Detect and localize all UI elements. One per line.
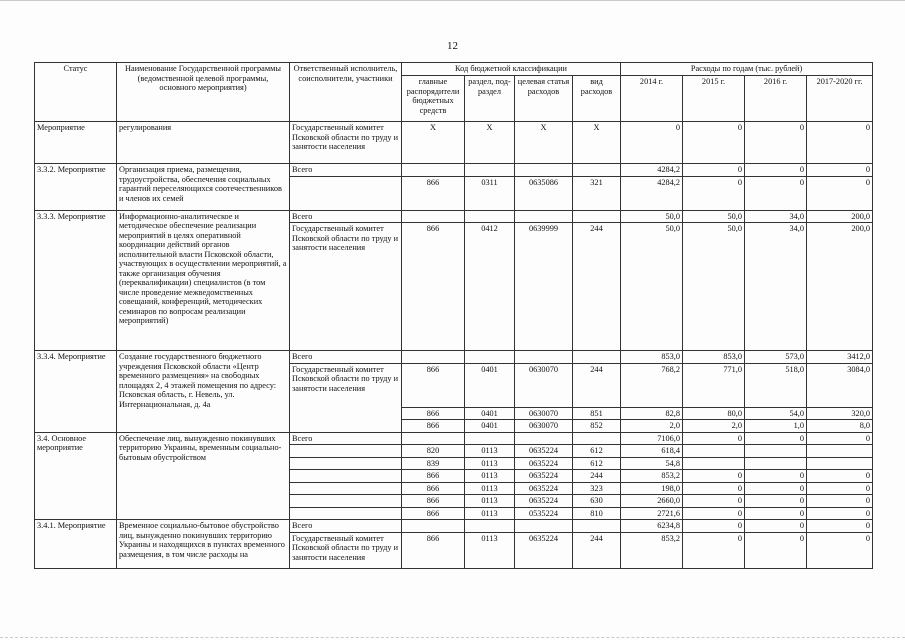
- cell-2015: 771,0: [683, 363, 745, 407]
- cell-target: 0630070: [515, 363, 573, 407]
- cell-2017: [807, 445, 873, 458]
- cell-target: 0635224: [515, 532, 573, 568]
- cell-2016: 0: [745, 176, 807, 210]
- cell-2017: 0: [807, 495, 873, 508]
- table-row: [35, 164, 873, 177]
- cell-section: 0311: [465, 176, 515, 210]
- cell-2015: 0: [683, 495, 745, 508]
- row-total-label: Всего: [290, 210, 402, 223]
- cell-2015: 853,0: [683, 351, 745, 364]
- cell-kind: 612: [573, 445, 621, 458]
- cell-2015: 0: [683, 507, 745, 520]
- cell-grbs: 839: [402, 457, 465, 470]
- cell-target: 0635224: [515, 457, 573, 470]
- cell-2014: 2721,6: [621, 507, 683, 520]
- row-status: 3.4. Основное мероприятие: [35, 432, 117, 520]
- cell-2015: 80,0: [683, 407, 745, 420]
- cell-2017: 0: [807, 122, 873, 164]
- cell-2016: 0: [745, 164, 807, 177]
- cell-2017: 0: [807, 470, 873, 483]
- cell-2017: 0: [807, 507, 873, 520]
- cell-section: 0113: [465, 457, 515, 470]
- cell-section: 0113: [465, 507, 515, 520]
- scan-top-edge: [0, 0, 905, 4]
- table-row: [35, 351, 873, 364]
- cell-2015: [683, 457, 745, 470]
- row-name: Создание государственного бюджетного учреждения Псковской области «Центр временного размещения» на свободных площадях 2, 4 этажей помещения по адресу: Псковская область, г. Невель, ул. Интернациональная, д. 4а: [117, 351, 290, 433]
- cell-2015: 50,0: [683, 210, 745, 223]
- cell-2014: 853,2: [621, 470, 683, 483]
- cell-section: Х: [465, 122, 515, 164]
- cell-kind: 852: [573, 420, 621, 433]
- cell-target: Х: [515, 122, 573, 164]
- cell-2017: 0: [807, 482, 873, 495]
- cell-2017: 0: [807, 432, 873, 445]
- table-row: [35, 210, 873, 223]
- cell-target: 0630070: [515, 420, 573, 433]
- row-name: Информационно-аналитическое и методическое обеспечение реализации мероприятий в целях оперативной координации действий органов исполнительной власти Псковской области, участвующих в осуществлении мероприятий, а также организация обучения (переквалификации) специалистов (в том числе проведение межведомственных совещаний, конференций, методических семинаров по вопросам реализации мероприятий): [117, 210, 290, 351]
- cell-2016: 54,0: [745, 407, 807, 420]
- row-responsible: Государственный комитет Псковской области по труду и занятости населения: [290, 532, 402, 568]
- cell-target: 0535224: [515, 507, 573, 520]
- cell-section: 0401: [465, 363, 515, 407]
- cell-2017: 3084,0: [807, 363, 873, 407]
- cell-kind: 244: [573, 532, 621, 568]
- cell-2016: 518,0: [745, 363, 807, 407]
- cell-2015: 0: [683, 176, 745, 210]
- cell-2014: 6234,8: [621, 520, 683, 533]
- cell-2017: 8,0: [807, 420, 873, 433]
- header-2016: 2016 г.: [745, 76, 807, 122]
- cell-2014: 7106,0: [621, 432, 683, 445]
- cell-2015: 0: [683, 532, 745, 568]
- cell-kind: 630: [573, 495, 621, 508]
- cell-kind: 244: [573, 223, 621, 351]
- cell-kind: 851: [573, 407, 621, 420]
- row-status: 3.3.2. Мероприятие: [35, 164, 117, 211]
- header-budget-code: Код бюджетной классификации: [402, 63, 621, 76]
- cell-2015: 50,0: [683, 223, 745, 351]
- row-status: 3.3.3. Мероприятие: [35, 210, 117, 351]
- cell-kind: 810: [573, 507, 621, 520]
- header-2017: 2017-2020 гг.: [807, 76, 873, 122]
- cell-grbs: 820: [402, 445, 465, 458]
- cell-2014: 4284,2: [621, 164, 683, 177]
- cell-2016: 0: [745, 470, 807, 483]
- cell-grbs: 866: [402, 223, 465, 351]
- cell-2015: 0: [683, 432, 745, 445]
- header-name: Наименование Государственной программы (ведомственной целевой программы, основного мероприятия): [117, 63, 290, 122]
- table-row: [35, 122, 873, 164]
- cell-2015: [683, 445, 745, 458]
- cell-2015: 0: [683, 470, 745, 483]
- cell-2017: 0: [807, 164, 873, 177]
- cell-2016: 0: [745, 432, 807, 445]
- header-grbs: главные распорядители бюджетных средств: [402, 76, 465, 122]
- header-2014: 2014 г.: [621, 76, 683, 122]
- cell-2017: 0: [807, 176, 873, 210]
- header-responsible: Ответственный исполнитель, соисполнители, участники: [290, 63, 402, 122]
- row-status: 3.4.1. Мероприятие: [35, 520, 117, 569]
- row-name: Обеспечение лиц, вынужденно покинувших территорию Украины, временным социально-бытовым обустройством: [117, 432, 290, 520]
- budget-table: [34, 62, 873, 569]
- cell-section: 0113: [465, 470, 515, 483]
- cell-kind: Х: [573, 122, 621, 164]
- cell-2015: 0: [683, 482, 745, 495]
- cell-target: 0635224: [515, 470, 573, 483]
- cell-section: 0412: [465, 223, 515, 351]
- cell-2014: 768,2: [621, 363, 683, 407]
- row-total-label: Всего: [290, 432, 402, 445]
- cell-2016: 0: [745, 482, 807, 495]
- scan-bottom-edge: [0, 637, 905, 638]
- cell-target: 0635224: [515, 482, 573, 495]
- cell-grbs: 866: [402, 507, 465, 520]
- cell-grbs: 866: [402, 363, 465, 407]
- cell-target: 0630070: [515, 407, 573, 420]
- page-number: 12: [447, 40, 458, 52]
- cell-2016: [745, 445, 807, 458]
- cell-grbs: 866: [402, 532, 465, 568]
- cell-2016: 1,0: [745, 420, 807, 433]
- row-name: Организация приема, размещения, трудоустройства, обеспечения социальных гарантий переселяющихся соотечественников и членов их семей: [117, 164, 290, 211]
- header-kind: вид расходов: [573, 76, 621, 122]
- cell-kind: 323: [573, 482, 621, 495]
- row-name: Временное социально-бытовое обустройство лиц, вынужденно покинувших территорию Украины и находящихся в пунктах временного размещения, в том числе расходы на: [117, 520, 290, 569]
- cell-2016: 0: [745, 507, 807, 520]
- row-name: регулирования: [117, 122, 290, 164]
- row-responsible: Государственный комитет Псковской области по труду и занятости населения: [290, 363, 402, 432]
- table-row: [35, 520, 873, 533]
- cell-target: 0635086: [515, 176, 573, 210]
- cell-2014: 618,4: [621, 445, 683, 458]
- cell-section: 0113: [465, 495, 515, 508]
- row-total-label: Всего: [290, 520, 402, 533]
- cell-2017: 0: [807, 520, 873, 533]
- cell-2014: 853,2: [621, 532, 683, 568]
- cell-2016: 0: [745, 520, 807, 533]
- cell-kind: 244: [573, 470, 621, 483]
- row-total-label: Всего: [290, 164, 402, 177]
- cell-section: 0401: [465, 420, 515, 433]
- cell-2015: 0: [683, 164, 745, 177]
- cell-2014: 50,0: [621, 210, 683, 223]
- cell-2017: 320,0: [807, 407, 873, 420]
- cell-kind: 244: [573, 363, 621, 407]
- cell-section: 0113: [465, 532, 515, 568]
- cell-2015: 2,0: [683, 420, 745, 433]
- cell-grbs: 866: [402, 470, 465, 483]
- cell-2016: 0: [745, 122, 807, 164]
- row-responsible: Государственный комитет Псковской области по труду и занятости населения: [290, 223, 402, 351]
- cell-2016: 34,0: [745, 223, 807, 351]
- row-status: Мероприятие: [35, 122, 117, 164]
- cell-grbs: 866: [402, 420, 465, 433]
- cell-2014: 54,8: [621, 457, 683, 470]
- cell-2015: 0: [683, 122, 745, 164]
- cell-2017: 200,0: [807, 223, 873, 351]
- header-status: Статус: [35, 63, 117, 122]
- cell-kind: 612: [573, 457, 621, 470]
- cell-2014: 82,8: [621, 407, 683, 420]
- cell-grbs: 866: [402, 482, 465, 495]
- cell-2016: 34,0: [745, 210, 807, 223]
- cell-2016: 0: [745, 532, 807, 568]
- cell-grbs: Х: [402, 122, 465, 164]
- cell-2016: [745, 457, 807, 470]
- cell-2017: 200,0: [807, 210, 873, 223]
- header-expenses: Расходы по годам (тыс. рублей): [621, 63, 873, 76]
- cell-grbs: 866: [402, 495, 465, 508]
- cell-target: 0635224: [515, 495, 573, 508]
- row-total-label: Всего: [290, 351, 402, 364]
- cell-2016: 573,0: [745, 351, 807, 364]
- cell-target: 0635224: [515, 445, 573, 458]
- cell-section: 0113: [465, 482, 515, 495]
- cell-2015: 0: [683, 520, 745, 533]
- cell-target: 0639999: [515, 223, 573, 351]
- header-2015: 2015 г.: [683, 76, 745, 122]
- cell-section: 0113: [465, 445, 515, 458]
- cell-2017: 3412,0: [807, 351, 873, 364]
- header-target: целевая статья расходов: [515, 76, 573, 122]
- cell-grbs: 866: [402, 407, 465, 420]
- cell-2016: 0: [745, 495, 807, 508]
- cell-2014: 2660,0: [621, 495, 683, 508]
- cell-2017: [807, 457, 873, 470]
- cell-2014: 0: [621, 122, 683, 164]
- cell-2017: 0: [807, 532, 873, 568]
- cell-2014: 198,0: [621, 482, 683, 495]
- row-status: 3.3.4. Мероприятие: [35, 351, 117, 433]
- cell-section: 0401: [465, 407, 515, 420]
- cell-2014: 853,0: [621, 351, 683, 364]
- table-row: [35, 432, 873, 445]
- row-responsible: Государственный комитет Псковской области по труду и занятости населения: [290, 122, 402, 164]
- cell-2014: 50,0: [621, 223, 683, 351]
- cell-grbs: 866: [402, 176, 465, 210]
- cell-2014: 4284,2: [621, 176, 683, 210]
- cell-2014: 2,0: [621, 420, 683, 433]
- cell-kind: 321: [573, 176, 621, 210]
- header-section: раздел, под-раздел: [465, 76, 515, 122]
